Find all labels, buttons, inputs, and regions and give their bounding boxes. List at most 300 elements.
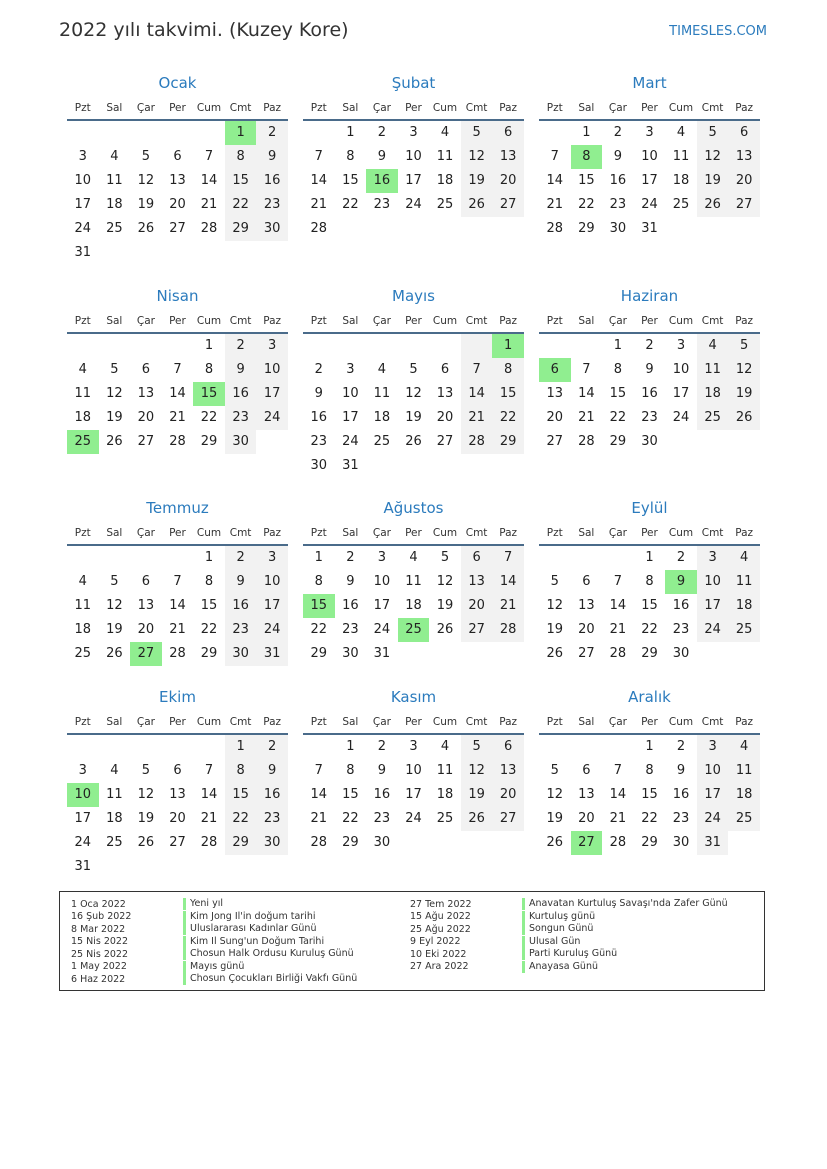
weekday-label: Pzt bbox=[74, 716, 91, 728]
day-cell: 14 bbox=[492, 570, 524, 594]
day-cell: 17 bbox=[697, 594, 729, 618]
day-cell: 15 bbox=[200, 598, 218, 613]
week-row bbox=[303, 783, 524, 807]
weekday-label: Çar bbox=[372, 716, 391, 728]
legend-holiday-name: Kim Il Sung'un Doğum Tarihi bbox=[183, 936, 324, 948]
day-cell: 24 bbox=[405, 197, 422, 212]
day-cell: 22 bbox=[225, 193, 257, 217]
day-cell: 23 bbox=[342, 622, 359, 637]
day-cell: 10 bbox=[697, 759, 729, 783]
day-cell: 30 bbox=[225, 430, 257, 454]
day-cell: 30 bbox=[225, 642, 257, 666]
empty-cell bbox=[335, 334, 367, 358]
day-cell: 18 bbox=[728, 783, 760, 807]
weekday-label: Pzt bbox=[546, 716, 563, 728]
day-cell: 12 bbox=[546, 787, 564, 802]
weekday-label: Paz bbox=[499, 315, 518, 327]
weekday-label: Pzt bbox=[74, 527, 91, 539]
day-cell: 5 bbox=[461, 121, 493, 145]
day-cell: 7 bbox=[173, 362, 182, 377]
day-cell: 16 bbox=[641, 386, 658, 401]
day-cell: 21 bbox=[310, 811, 328, 826]
empty-cell bbox=[461, 334, 493, 358]
day-cell: 16 bbox=[672, 598, 690, 613]
empty-cell bbox=[67, 121, 99, 145]
week-row bbox=[539, 145, 760, 169]
week-row bbox=[303, 430, 524, 454]
month-block bbox=[539, 494, 760, 666]
legend-entry bbox=[410, 923, 728, 936]
week-row bbox=[303, 759, 524, 783]
day-cell: 4 bbox=[697, 334, 729, 358]
empty-cell bbox=[665, 217, 697, 241]
month-block bbox=[303, 494, 524, 666]
day-cell: 1 bbox=[645, 550, 654, 565]
day-cell: 7 bbox=[461, 358, 493, 382]
empty-cell bbox=[398, 334, 430, 358]
week-row bbox=[67, 406, 288, 430]
day-cell: 4 bbox=[78, 574, 87, 589]
day-cell: 1 bbox=[582, 125, 591, 140]
day-cell: 10 bbox=[405, 149, 422, 164]
day-cell: 30 bbox=[256, 831, 288, 855]
day-cell: 27 bbox=[492, 807, 524, 831]
weekday-label: Cum bbox=[432, 102, 458, 114]
empty-cell bbox=[130, 855, 162, 879]
empty-cell bbox=[461, 217, 493, 241]
weekday-label: Pzt bbox=[310, 716, 327, 728]
week-row bbox=[539, 618, 760, 642]
day-cell: 20 bbox=[137, 622, 155, 637]
day-cell: 26 bbox=[546, 835, 564, 850]
day-cell: 19 bbox=[137, 811, 155, 826]
day-cell: 26 bbox=[137, 835, 155, 850]
day-cell: 6 bbox=[141, 362, 151, 377]
day-cell: 13 bbox=[461, 570, 493, 594]
weekday-header bbox=[67, 711, 288, 735]
week-row bbox=[67, 334, 288, 358]
day-cell: 20 bbox=[728, 169, 760, 193]
legend-date: 8 Mar 2022 bbox=[71, 923, 126, 935]
weekday-label: Per bbox=[405, 716, 422, 728]
weekday-label: Cum bbox=[196, 102, 222, 114]
empty-cell bbox=[303, 121, 335, 145]
day-cell: 10 bbox=[672, 362, 690, 377]
week-row bbox=[303, 169, 524, 193]
day-cell: 7 bbox=[173, 574, 182, 589]
legend-holiday-name: Chosun Halk Ordusu Kuruluş Günü bbox=[183, 948, 354, 960]
day-cell: 15 bbox=[303, 594, 335, 618]
weekday-label: Per bbox=[169, 527, 186, 539]
day-cell: 18 bbox=[74, 410, 92, 425]
weekday-label: Sal bbox=[578, 315, 595, 327]
day-cell: 20 bbox=[546, 410, 564, 425]
day-cell: 27 bbox=[436, 434, 454, 449]
weekday-label: Cmt bbox=[229, 527, 252, 539]
empty-cell bbox=[728, 642, 760, 666]
day-cell: 31 bbox=[641, 221, 658, 236]
day-cell: 3 bbox=[645, 125, 654, 140]
day-cell: 29 bbox=[200, 646, 218, 661]
month-name: Temmuz bbox=[146, 499, 209, 517]
empty-cell bbox=[193, 855, 225, 879]
day-cell: 11 bbox=[106, 173, 123, 188]
day-cell: 1 bbox=[225, 121, 257, 145]
day-cell: 28 bbox=[310, 221, 328, 236]
day-cell: 21 bbox=[609, 811, 627, 826]
weekday-label: Paz bbox=[499, 102, 518, 114]
day-cell: 15 bbox=[609, 386, 627, 401]
empty-cell bbox=[492, 454, 524, 478]
weekday-label: Pzt bbox=[74, 315, 91, 327]
day-cell: 10 bbox=[256, 358, 288, 382]
week-row bbox=[303, 358, 524, 382]
day-cell: 14 bbox=[310, 173, 328, 188]
weekday-label: Çar bbox=[372, 315, 391, 327]
day-cell: 9 bbox=[613, 149, 623, 164]
day-cell: 1 bbox=[225, 735, 257, 759]
day-cell: 4 bbox=[110, 149, 119, 164]
month-name: Nisan bbox=[156, 287, 199, 305]
week-row bbox=[67, 783, 288, 807]
empty-cell bbox=[461, 642, 493, 666]
month-name: Eylül bbox=[631, 499, 668, 517]
day-cell: 2 bbox=[645, 338, 654, 353]
weekday-label: Cum bbox=[196, 716, 222, 728]
week-row bbox=[67, 145, 288, 169]
day-cell: 30 bbox=[310, 458, 328, 473]
weekday-label: Per bbox=[169, 716, 186, 728]
week-row bbox=[67, 358, 288, 382]
weekday-label: Per bbox=[405, 102, 422, 114]
legend-holiday-name: Ulusal Gün bbox=[522, 936, 580, 948]
day-cell: 5 bbox=[141, 763, 151, 778]
empty-cell bbox=[256, 855, 288, 879]
day-cell: 28 bbox=[200, 835, 218, 850]
day-cell: 11 bbox=[74, 386, 92, 401]
day-cell: 12 bbox=[436, 574, 454, 589]
day-cell: 21 bbox=[546, 197, 564, 212]
legend-entry bbox=[71, 973, 357, 986]
day-cell: 16 bbox=[342, 598, 359, 613]
day-cell: 18 bbox=[436, 787, 454, 802]
day-cell: 15 bbox=[641, 598, 658, 613]
empty-cell bbox=[539, 735, 571, 759]
empty-cell bbox=[162, 334, 194, 358]
week-row bbox=[67, 855, 288, 879]
day-cell: 12 bbox=[461, 759, 493, 783]
month-name: Aralık bbox=[628, 688, 671, 706]
day-cell: 3 bbox=[409, 739, 418, 754]
day-cell: 7 bbox=[204, 763, 214, 778]
day-cell: 26 bbox=[461, 193, 493, 217]
day-cell: 21 bbox=[200, 811, 218, 826]
day-cell: 4 bbox=[377, 362, 387, 377]
week-row bbox=[67, 618, 288, 642]
week-row bbox=[539, 217, 760, 241]
empty-cell bbox=[130, 546, 162, 570]
day-cell: 6 bbox=[582, 763, 591, 778]
day-cell: 5 bbox=[440, 550, 450, 565]
day-cell: 21 bbox=[609, 622, 627, 637]
day-cell: 18 bbox=[436, 173, 454, 188]
day-cell: 22 bbox=[641, 622, 658, 637]
weekday-label: Paz bbox=[499, 716, 518, 728]
weekday-label: Çar bbox=[136, 102, 155, 114]
empty-cell bbox=[398, 454, 430, 478]
empty-cell bbox=[398, 831, 430, 855]
day-cell: 5 bbox=[409, 362, 418, 377]
day-cell: 27 bbox=[492, 193, 524, 217]
day-cell: 8 bbox=[225, 759, 257, 783]
day-cell: 9 bbox=[225, 358, 257, 382]
day-cell: 3 bbox=[256, 334, 288, 358]
day-cell: 16 bbox=[256, 783, 288, 807]
legend-column-right bbox=[410, 898, 728, 973]
empty-cell bbox=[492, 642, 524, 666]
day-cell: 31 bbox=[342, 458, 359, 473]
weekday-header bbox=[539, 522, 760, 546]
week-row bbox=[539, 430, 760, 454]
empty-cell bbox=[429, 217, 461, 241]
day-cell: 4 bbox=[728, 546, 760, 570]
day-cell: 21 bbox=[169, 622, 186, 637]
day-cell: 11 bbox=[728, 570, 760, 594]
day-cell: 26 bbox=[137, 221, 155, 236]
day-cell: 1 bbox=[645, 739, 654, 754]
day-cell: 28 bbox=[169, 434, 186, 449]
day-cell: 16 bbox=[373, 787, 391, 802]
weekday-header bbox=[303, 711, 524, 735]
weekday-label: Sal bbox=[342, 527, 359, 539]
day-cell: 9 bbox=[346, 574, 355, 589]
weekday-label: Cmt bbox=[465, 315, 488, 327]
day-cell: 4 bbox=[110, 763, 119, 778]
day-cell: 1 bbox=[613, 338, 623, 353]
day-cell: 9 bbox=[645, 362, 654, 377]
legend-entry bbox=[71, 911, 357, 924]
weekday-label: Çar bbox=[372, 527, 391, 539]
day-cell: 30 bbox=[342, 646, 359, 661]
day-cell: 18 bbox=[74, 622, 92, 637]
day-cell: 22 bbox=[200, 410, 218, 425]
day-cell: 17 bbox=[405, 787, 422, 802]
day-cell: 19 bbox=[106, 410, 123, 425]
empty-cell bbox=[162, 121, 194, 145]
day-cell: 25 bbox=[697, 406, 729, 430]
week-row bbox=[67, 642, 288, 666]
week-row bbox=[539, 594, 760, 618]
weekday-label: Pzt bbox=[546, 315, 563, 327]
empty-cell bbox=[162, 546, 194, 570]
weekday-label: Paz bbox=[735, 315, 754, 327]
day-cell: 10 bbox=[697, 570, 729, 594]
weekday-label: Pzt bbox=[546, 102, 563, 114]
day-cell: 6 bbox=[173, 149, 182, 164]
weekday-label: Sal bbox=[106, 716, 123, 728]
day-cell: 24 bbox=[641, 197, 658, 212]
day-cell: 3 bbox=[697, 546, 729, 570]
legend-entry bbox=[71, 948, 357, 961]
day-cell: 26 bbox=[405, 434, 422, 449]
empty-cell bbox=[429, 454, 461, 478]
empty-cell bbox=[366, 217, 398, 241]
day-cell: 14 bbox=[461, 382, 493, 406]
week-row bbox=[539, 735, 760, 759]
day-cell: 3 bbox=[78, 149, 87, 164]
day-cell: 25 bbox=[106, 221, 123, 236]
empty-cell bbox=[602, 735, 634, 759]
day-cell: 6 bbox=[492, 735, 524, 759]
week-row bbox=[303, 570, 524, 594]
week-row bbox=[303, 618, 524, 642]
legend-entry bbox=[410, 898, 728, 911]
month-block bbox=[67, 683, 288, 879]
day-cell: 1 bbox=[204, 338, 214, 353]
weekday-label: Cum bbox=[668, 716, 694, 728]
day-cell: 7 bbox=[582, 362, 591, 377]
day-cell: 28 bbox=[578, 434, 595, 449]
day-cell: 3 bbox=[697, 735, 729, 759]
legend-date: 1 May 2022 bbox=[71, 961, 127, 973]
day-cell: 28 bbox=[546, 221, 564, 236]
day-cell: 18 bbox=[106, 197, 123, 212]
empty-cell bbox=[130, 735, 162, 759]
day-cell: 19 bbox=[697, 169, 729, 193]
week-row bbox=[303, 735, 524, 759]
day-cell: 23 bbox=[373, 197, 391, 212]
week-row bbox=[539, 358, 760, 382]
empty-cell bbox=[256, 430, 288, 454]
day-cell: 22 bbox=[492, 406, 524, 430]
weekday-label: Çar bbox=[608, 716, 627, 728]
empty-cell bbox=[67, 546, 99, 570]
day-cell: 13 bbox=[137, 386, 155, 401]
weekday-label: Paz bbox=[499, 527, 518, 539]
day-cell: 5 bbox=[550, 763, 559, 778]
day-cell: 5 bbox=[141, 149, 151, 164]
empty-cell bbox=[571, 334, 603, 358]
day-cell: 21 bbox=[200, 197, 218, 212]
day-cell: 2 bbox=[676, 739, 686, 754]
day-cell: 7 bbox=[613, 763, 623, 778]
legend-entry bbox=[71, 923, 357, 936]
day-cell: 11 bbox=[405, 574, 422, 589]
day-cell: 7 bbox=[613, 574, 623, 589]
day-cell: 25 bbox=[67, 430, 99, 454]
empty-cell bbox=[99, 855, 131, 879]
empty-cell bbox=[429, 642, 461, 666]
week-row bbox=[303, 193, 524, 217]
week-row bbox=[67, 382, 288, 406]
legend-date: 6 Haz 2022 bbox=[71, 973, 126, 985]
day-cell: 13 bbox=[137, 598, 155, 613]
brand-link[interactable]: TIMESLES.COM bbox=[669, 24, 767, 39]
day-cell: 20 bbox=[492, 169, 524, 193]
empty-cell bbox=[256, 241, 288, 265]
day-cell: 17 bbox=[405, 173, 422, 188]
day-cell: 3 bbox=[676, 338, 686, 353]
day-cell: 11 bbox=[436, 763, 454, 778]
day-cell: 7 bbox=[550, 149, 559, 164]
week-row bbox=[303, 145, 524, 169]
month-block bbox=[67, 282, 288, 454]
day-cell: 10 bbox=[405, 763, 422, 778]
day-cell: 18 bbox=[697, 382, 729, 406]
day-cell: 29 bbox=[310, 646, 328, 661]
weekday-label: Paz bbox=[263, 527, 282, 539]
day-cell: 12 bbox=[697, 145, 729, 169]
day-cell: 30 bbox=[373, 835, 391, 850]
month-name: Mayıs bbox=[392, 287, 435, 305]
day-cell: 28 bbox=[492, 618, 524, 642]
day-cell: 19 bbox=[137, 197, 155, 212]
weekday-label: Per bbox=[405, 315, 422, 327]
day-cell: 18 bbox=[106, 811, 123, 826]
week-row bbox=[67, 570, 288, 594]
day-cell: 5 bbox=[697, 121, 729, 145]
day-cell: 13 bbox=[169, 173, 186, 188]
day-cell: 29 bbox=[225, 217, 257, 241]
empty-cell bbox=[99, 735, 131, 759]
day-cell: 23 bbox=[256, 807, 288, 831]
day-cell: 2 bbox=[613, 125, 623, 140]
day-cell: 2 bbox=[314, 362, 323, 377]
week-row bbox=[539, 382, 760, 406]
empty-cell bbox=[162, 735, 194, 759]
week-row bbox=[67, 430, 288, 454]
day-cell: 14 bbox=[609, 787, 627, 802]
weekday-label: Per bbox=[641, 527, 658, 539]
day-cell: 11 bbox=[106, 787, 123, 802]
day-cell: 12 bbox=[137, 787, 155, 802]
weekday-label: Cum bbox=[432, 527, 458, 539]
day-cell: 19 bbox=[436, 598, 454, 613]
day-cell: 16 bbox=[310, 410, 328, 425]
weekday-label: Sal bbox=[578, 716, 595, 728]
empty-cell bbox=[602, 546, 634, 570]
day-cell: 29 bbox=[641, 835, 658, 850]
empty-cell bbox=[193, 735, 225, 759]
day-cell: 27 bbox=[169, 221, 186, 236]
day-cell: 5 bbox=[728, 334, 760, 358]
day-cell: 30 bbox=[256, 217, 288, 241]
day-cell: 8 bbox=[645, 763, 654, 778]
month-name: Şubat bbox=[391, 74, 436, 92]
day-cell: 22 bbox=[200, 622, 218, 637]
day-cell: 11 bbox=[728, 759, 760, 783]
day-cell: 10 bbox=[342, 386, 359, 401]
legend-date: 15 Ağu 2022 bbox=[410, 911, 471, 923]
legend-date: 15 Nis 2022 bbox=[71, 936, 128, 948]
day-cell: 17 bbox=[256, 382, 288, 406]
day-cell: 12 bbox=[405, 386, 422, 401]
day-cell: 31 bbox=[373, 646, 391, 661]
day-cell: 6 bbox=[141, 574, 151, 589]
day-cell: 26 bbox=[697, 193, 729, 217]
day-cell: 6 bbox=[539, 358, 571, 382]
day-cell: 15 bbox=[342, 787, 359, 802]
empty-cell bbox=[99, 241, 131, 265]
day-cell: 19 bbox=[461, 783, 493, 807]
day-cell: 29 bbox=[200, 434, 218, 449]
day-cell: 8 bbox=[613, 362, 623, 377]
day-cell: 13 bbox=[546, 386, 564, 401]
month-name: Ekim bbox=[159, 688, 196, 706]
day-cell: 17 bbox=[342, 410, 359, 425]
weekday-label: Paz bbox=[735, 102, 754, 114]
day-cell: 27 bbox=[130, 642, 162, 666]
